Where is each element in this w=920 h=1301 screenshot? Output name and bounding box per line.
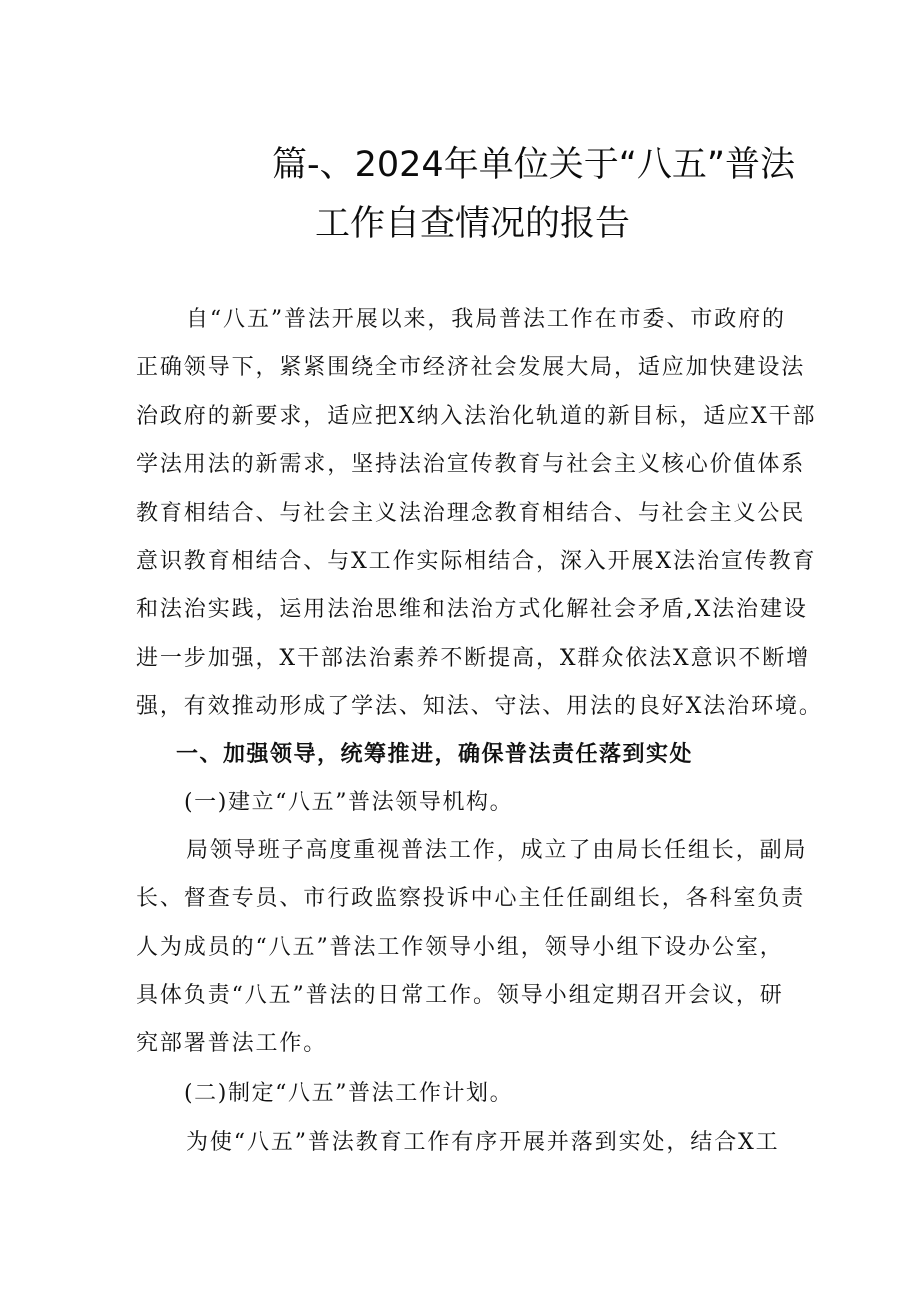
subsection-heading-2: (二)制定“八五”普法工作计划。 — [184, 1081, 514, 1106]
intro-paragraph-line: 进一步加强，X干部法治素养不断提高，X群众依法X意识不断增 — [136, 646, 811, 671]
intro-paragraph-line: 治政府的新要求，适应把X纳入法治化轨道的新目标，适应X干部 — [136, 404, 817, 429]
intro-paragraph-line: 正确领导下，紧紧围绕全市经济社会发展大局，适应加快建设法 — [136, 355, 806, 380]
section-heading-1: 一、加强领导，统筹推进，确保普法责任落到实处 — [176, 742, 694, 767]
intro-paragraph-line: 自“八五”普法开展以来，我局普法工作在市委、市政府的 — [186, 307, 786, 332]
subsection-1-line: 人为成员的“八五”普法工作领导小组，领导小组下设办公室， — [136, 935, 784, 960]
subsection-1-line: 局领导班子高度重视普法工作，成立了由局长任组长，副局 — [186, 838, 808, 863]
intro-paragraph-line: 和法治实践，运用法治思维和法治方式化解社会矛盾,X法治建设 — [136, 597, 808, 622]
intro-paragraph-line: 意识教育相结合、与X工作实际相结合，深入开展X法治宣传教育 — [136, 549, 817, 574]
document-title-line-2: 工作自查情况的报告 — [315, 204, 631, 244]
intro-paragraph-line: 教育相结合、与社会主义法治理念教育相结合、与社会主义公民 — [136, 501, 806, 526]
intro-paragraph-line: 强，有效推动形成了学法、知法、守法、用法的良好X法治环境。 — [136, 694, 823, 719]
subsection-1-line: 究部署普法工作。 — [136, 1031, 328, 1056]
subsection-1-line: 长、督查专员、市行政监察投诉中心主任任副组长，各科室负责 — [136, 886, 806, 911]
subsection-2-line: 为使“八五”普法教育工作有序开展并落到实处，结合X工 — [186, 1130, 780, 1155]
document-title-line-1: 篇-、2024年单位关于“八五”普法 — [272, 145, 795, 185]
subsection-1-line: 具体负责“八五”普法的日常工作。领导小组定期召开会议，研 — [136, 983, 784, 1008]
intro-paragraph-line: 学法用法的新需求，坚持法治宣传教育与社会主义核心价值体系 — [136, 452, 806, 477]
subsection-heading-1: (一)建立“八五”普法领导机构。 — [184, 790, 514, 815]
